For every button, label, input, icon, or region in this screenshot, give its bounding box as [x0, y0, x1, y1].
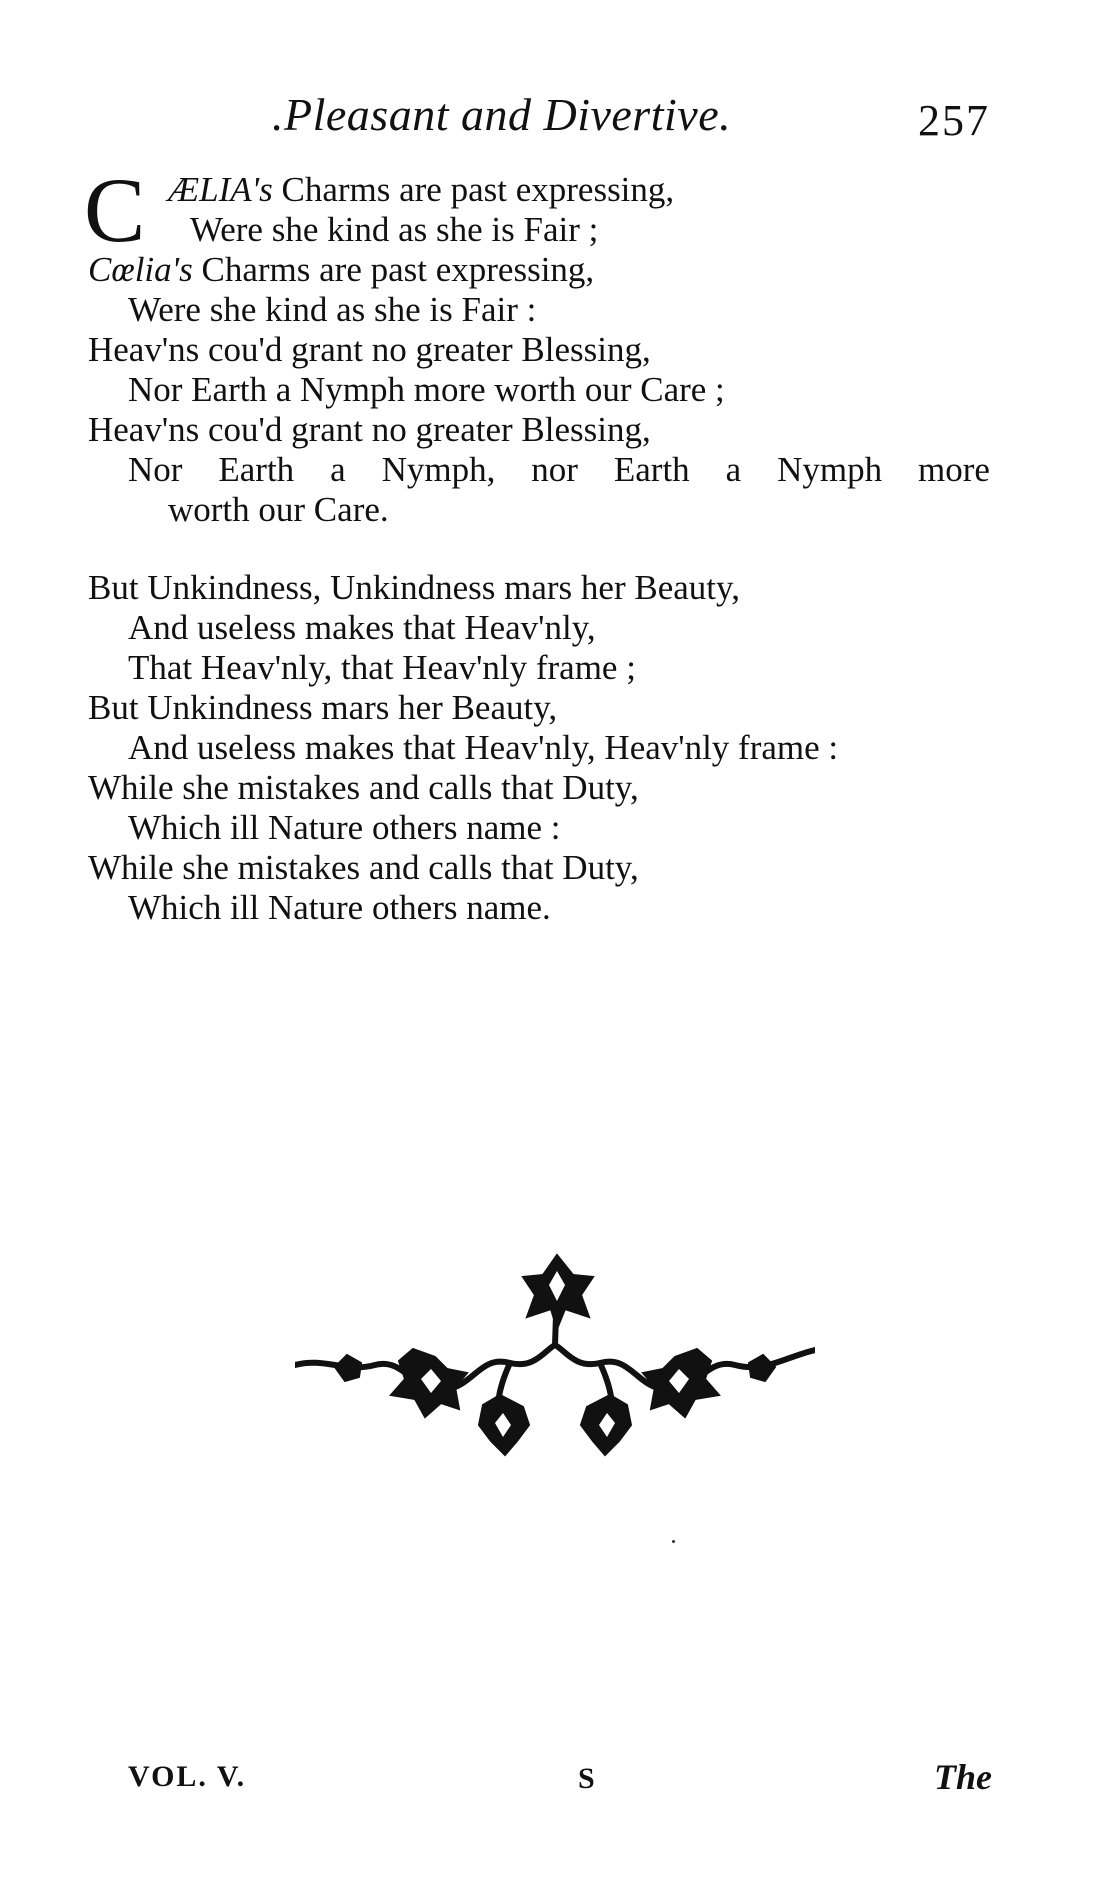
poem-line: Nor Earth a Nymph more worth our Care ; — [128, 370, 725, 409]
poem-line: Which ill Nature others name. — [128, 888, 551, 927]
poem-line: But Unkindness mars her Beauty, — [88, 688, 558, 727]
poem — [84, 159, 1008, 966]
stanza-1 — [84, 159, 1008, 530]
signature-mark: S — [578, 1762, 595, 1795]
stanza-2 — [88, 568, 1008, 928]
poem-line — [168, 170, 674, 210]
running-title: .Pleasant and Divertive. — [272, 89, 732, 140]
poem-line: Heav'ns cou'd grant no greater Blessing, — [88, 330, 651, 369]
poem-line — [88, 250, 1008, 290]
poem-line: And useless makes that Heav'nly, — [128, 608, 596, 647]
poem-line: While she mistakes and calls that Duty, — [88, 768, 639, 807]
poem-line: That Heav'nly, that Heav'nly frame ; — [128, 648, 636, 687]
line-text: Charms are past expressing, — [272, 170, 675, 209]
page-number: 257 — [918, 96, 990, 145]
poem-line: Were she kind as she is Fair : — [128, 290, 537, 329]
word: a — [330, 450, 346, 489]
poem-line: But Unkindness, Unkindness mars her Beauty, — [88, 568, 740, 607]
volume-mark: VOL. V. — [128, 1760, 247, 1793]
poem-line-justified — [88, 450, 990, 490]
word: more — [918, 450, 990, 489]
name-coelia: Cœlia's — [88, 250, 193, 289]
ivy-ornament — [295, 1245, 815, 1465]
poem-line: While she mistakes and calls that Duty, — [88, 848, 639, 887]
poem-line: Were she kind as she is Fair ; — [190, 210, 599, 249]
line-text: Charms are past expressing, — [192, 250, 595, 289]
opening-lines — [84, 159, 1008, 261]
print-speck — [672, 1540, 675, 1543]
word: Nor — [128, 450, 183, 489]
poem-line: Which ill Nature others name : — [128, 808, 561, 847]
word: Earth — [218, 450, 295, 489]
poem-line: worth our Care. — [168, 490, 389, 529]
word: Earth — [613, 450, 690, 489]
catchword: The — [934, 1757, 992, 1797]
word: a — [725, 450, 742, 489]
word: Nymph — [777, 450, 883, 489]
word: nor — [531, 450, 578, 489]
poem-line: Heav'ns cou'd grant no greater Blessing, — [88, 410, 651, 449]
word: Nymph, — [381, 450, 496, 489]
poem-line: And useless makes that Heav'nly, Heav'nly frame : — [128, 728, 839, 767]
name-aelia: ÆLIA's — [168, 170, 273, 209]
drop-cap: C — [84, 159, 146, 261]
